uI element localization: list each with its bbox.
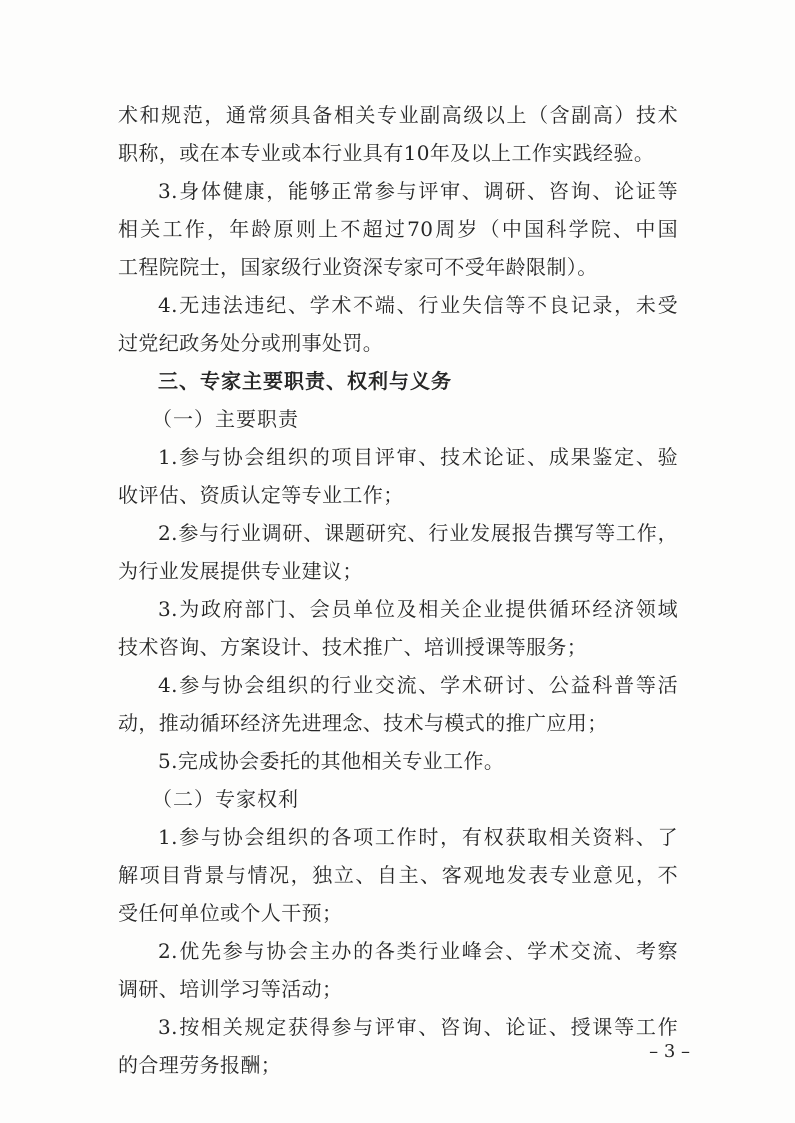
body-line: 动，推动循环经济先进理念、技术与模式的推广应用； bbox=[118, 711, 608, 735]
body-line: 3.按相关规定获得参与评审、咨询、论证、授课等工作 bbox=[158, 1015, 678, 1039]
body-line: 解项目背景与情况，独立、自主、客观地发表专业意见，不 bbox=[118, 863, 678, 887]
section-heading: 三、专家主要职责、权利与义务 bbox=[158, 369, 452, 393]
subsection-heading: （一）主要职责 bbox=[152, 407, 299, 431]
subsection-heading: （二）专家权利 bbox=[152, 787, 299, 811]
body-line: 职称，或在本专业或本行业具有10年及以上工作实践经验。 bbox=[118, 141, 655, 165]
body-line: 工程院院士，国家级行业资深专家可不受年龄限制）。 bbox=[118, 255, 598, 279]
body-line: 技术咨询、方案设计、技术推广、培训授课等服务； bbox=[118, 635, 588, 659]
body-line: 1.参与协会组织的各项工作时，有权获取相关资料、了 bbox=[158, 825, 678, 849]
body-line: 1.参与协会组织的项目评审、技术论证、成果鉴定、验 bbox=[158, 445, 678, 469]
body-line: 3.为政府部门、会员单位及相关企业提供循环经济领域 bbox=[158, 597, 678, 621]
body-line: 受任何单位或个人干预； bbox=[118, 901, 343, 925]
body-line: 3.身体健康，能够正常参与评审、调研、咨询、论证等 bbox=[158, 179, 678, 203]
body-line: 为行业发展提供专业建议； bbox=[118, 559, 363, 583]
body-line: 4.参与协会组织的行业交流、学术研讨、公益科普等活 bbox=[158, 673, 678, 697]
body-line: 过党纪政务处分或刑事处罚。 bbox=[118, 331, 384, 355]
body-line: 2.参与行业调研、课题研究、行业发展报告撰写等工作， bbox=[158, 521, 678, 545]
page-number: – 3 – bbox=[649, 1041, 690, 1062]
body-line: 术和规范，通常须具备相关专业副高级以上（含副高）技术 bbox=[118, 103, 678, 127]
body-line: 2.优先参与协会主办的各类行业峰会、学术交流、考察 bbox=[158, 939, 678, 963]
body-line: 5.完成协会委托的其他相关专业工作。 bbox=[158, 749, 505, 773]
body-line: 4.无违法违纪、学术不端、行业失信等不良记录，未受 bbox=[158, 293, 678, 317]
body-line: 相关工作，年龄原则上不超过70周岁（中国科学院、中国 bbox=[118, 217, 678, 241]
body-line: 调研、培训学习等活动； bbox=[118, 977, 343, 1001]
body-line: 的合理劳务报酬； bbox=[118, 1053, 282, 1077]
body-line: 收评估、资质认定等专业工作； bbox=[118, 483, 404, 507]
